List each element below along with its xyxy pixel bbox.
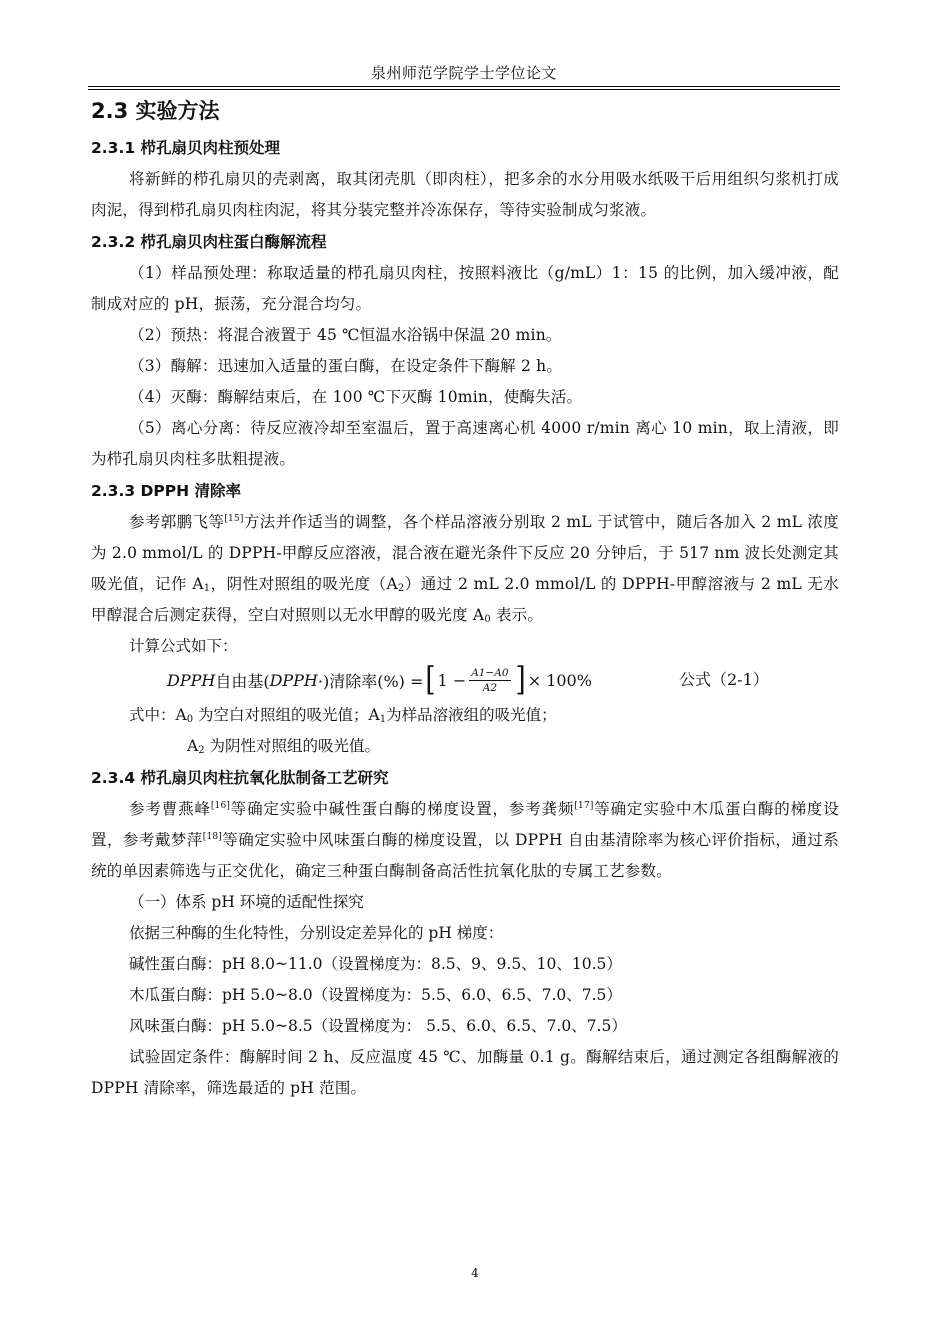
enzyme-papain: 木瓜蛋白酶：pH 5.0~8.0（设置梯度为：5.5、6.0、6.5、7.0、7.5） xyxy=(129,986,622,1004)
ph-item-heading: （一）体系 pH 环境的适配性探究 xyxy=(129,893,364,911)
citation-16: [16] xyxy=(210,801,231,811)
step-2: （2）预热：将混合液置于 45 ℃恒温水浴锅中保温 20 min。 xyxy=(129,326,562,344)
formula-label: 公式（2-1） xyxy=(679,670,769,689)
step-1: （1）样品预处理：称取适量的栉孔扇贝肉柱，按照料液比（g/mL）1：15 的比例，加入缓冲液，配制成对应的 pH，振荡，充分混合均匀。 xyxy=(91,264,839,313)
formula-where-2: $A_2$ 为阴性对照组的吸光值。 xyxy=(187,737,381,756)
subsection-heading-2-3-1: 2.3.1 栉孔扇贝肉柱预处理 xyxy=(91,139,281,157)
page-body xyxy=(91,92,839,1104)
subsection-heading-2-3-3: 2.3.3 DPPH 清除率 xyxy=(91,482,241,500)
step-5: （5）离心分离：待反应液冷却至室温后，置于高速离心机 4000 r/min 离心 10 min，取上清液，即为栉孔扇贝肉柱多肽粗提液。 xyxy=(91,419,839,468)
subsection-heading-2-3-4: 2.3.4 栉孔扇贝肉柱抗氧化肽制备工艺研究 xyxy=(91,769,389,787)
step-3: （3）酶解：迅速加入适量的蛋白酶，在设定条件下酶解 2 h。 xyxy=(129,357,563,375)
subsection-heading-2-3-2: 2.3.2 栉孔扇贝肉柱蛋白酶解流程 xyxy=(91,233,327,251)
pretreatment-paragraph: 将新鲜的栉孔扇贝的壳剥离，取其闭壳肌（即肉柱），把多余的水分用吸水纸吸干后用组织匀浆机打成肉泥，得到栉孔扇贝肉柱肉泥，将其分装完整并冷冻保存，等待实验制成匀浆液。 xyxy=(91,170,839,219)
fixed-conditions-paragraph: 试验固定条件：酶解时间 2 h、反应温度 45 ℃、加酶量 0.1 g。酶解结束后，通过测定各组酶解液的 DPPH 清除率，筛选最适的 pH 范围。 xyxy=(91,1048,839,1097)
citation-18: [18] xyxy=(202,832,223,842)
header-rule xyxy=(88,86,840,87)
page-number: 4 xyxy=(471,1266,479,1280)
step-4: （4）灭酶：酶解结束后，在 100 ℃下灭酶 10min，使酶失活。 xyxy=(129,388,583,406)
formula-intro: 计算公式如下： xyxy=(129,637,238,655)
section-heading: 2.3 实验方法 xyxy=(91,99,220,123)
process-study-paragraph: 参考曹燕峰[16]等确定实验中碱性蛋白酶的梯度设置，参考龚频[17]等确定实验中木瓜蛋白酶的梯度设置，参考戴梦萍[18]等确定实验中风味蛋白酶的梯度设置，以 DPPH 自由基清除率为核心评价指标，通过系统的单因素筛选与正交优化，确定三种蛋白酶制备高活性抗氧化肽的专属工艺参数。 xyxy=(91,800,840,880)
ph-gradient-intro: 依据三种酶的生化特性，分别设定差异化的 pH 梯度： xyxy=(129,924,504,942)
formula-where-1: 式中：$A_0$ 为空白对照组的吸光值；$A_1$为样品溶液组的吸光值； xyxy=(129,706,557,725)
header-rule-thin xyxy=(88,89,840,90)
enzyme-flavourzyme: 风味蛋白酶：pH 5.0~8.5（设置梯度为： 5.5、6.0、6.5、7.0、7.5） xyxy=(129,1017,627,1035)
running-header: 泉州师范学院学士学位论文 xyxy=(370,64,557,82)
dpph-method-paragraph: 参考郭鹏飞等[15]方法并作适当的调整，各个样品溶液分别取 2 mL 于试管中，随后各加入 2 mL 浓度为 2.0 mmol/L 的 DPPH-甲醇反应溶液，混合液在避光条件下反应 20 分钟后，于 517 nm 波长处测定其吸光值，记作 $A_1$，阴性对照组的吸光度$(A_2)$通过 2 mL 2.0 mmol/L 的 DPPH-甲醇溶液与 2 mL 无水甲醇混合后测定获得，空白对照则以无水甲醇的吸光度 $A_0$ 表示。 xyxy=(91,513,839,625)
formula-fraction: $\frac{A1-A0}{A2}$ xyxy=(471,666,509,694)
citation-15: [15] xyxy=(224,514,244,524)
formula-2-1 xyxy=(91,662,839,700)
formula-expression: DPPH 自由基( DPPH ·)清除率(%) = [ 1 − $\frac{A1-A0}{A2}$ ] × 100% xyxy=(167,661,592,699)
citation-17: [17] xyxy=(574,801,594,811)
enzyme-alkaline-protease: 碱性蛋白酶：pH 8.0~11.0（设置梯度为：8.5、9、9.5、10、10.5） xyxy=(129,955,622,973)
